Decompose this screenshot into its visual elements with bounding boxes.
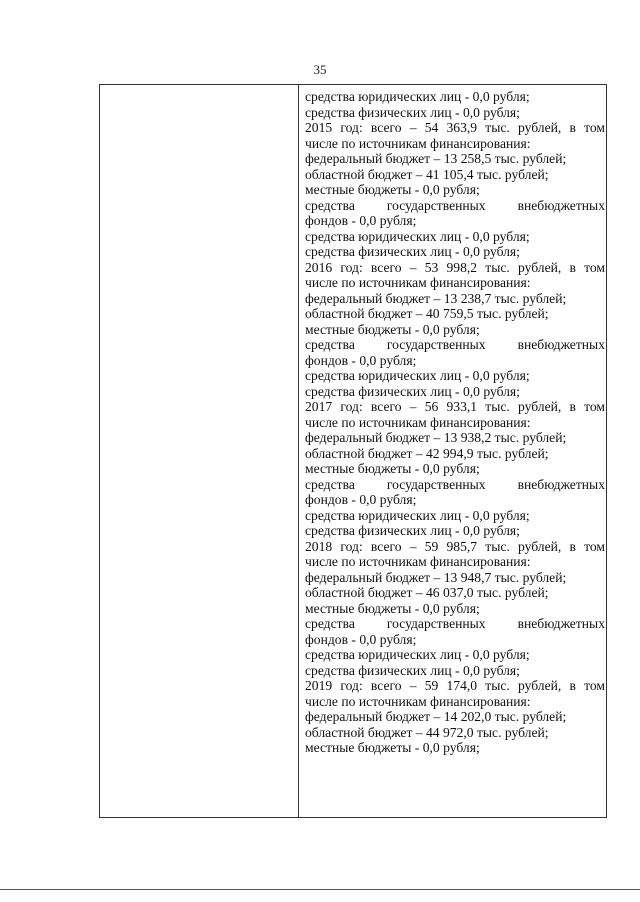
funding-line: средства государственных внебюджетных: [305, 616, 605, 631]
funding-line: областной бюджет – 46 037,0 тыс. рублей;: [305, 585, 549, 600]
page-number: 35: [313, 62, 327, 77]
funding-line: областной бюджет – 42 994,9 тыс. рублей;: [305, 445, 549, 461]
funding-line: числе по источникам финансирования:: [305, 135, 531, 151]
funding-line: 2017 год: всего – 56 933,1 тыс. рублей, в том: [305, 399, 605, 414]
funding-line: местные бюджеты - 0,0 рубля;: [305, 182, 480, 197]
funding-line: средства государственных внебюджетных: [305, 476, 605, 492]
funding-line: средства юридических лиц - 0,0 рубля;: [305, 507, 530, 523]
funding-line: фондов - 0,0 рубля;: [305, 213, 417, 228]
funding-text-cell: [305, 89, 605, 756]
funding-line: числе по источникам финансирования:: [305, 554, 531, 569]
funding-line: средства юридических лиц - 0,0 рубля;: [305, 368, 530, 383]
funding-line: фондов - 0,0 рубля;: [305, 352, 417, 368]
funding-line: средства физических лиц - 0,0 рубля;: [305, 244, 520, 259]
funding-line: областной бюджет – 44 972,0 тыс. рублей;: [305, 724, 549, 740]
funding-line: средства физических лиц - 0,0 рубля;: [305, 662, 520, 678]
funding-line: фондов - 0,0 рубля;: [305, 492, 417, 507]
funding-line: федеральный бюджет – 13 938,2 тыс. рублей;: [305, 430, 567, 445]
funding-line: областной бюджет – 41 105,4 тыс. рублей;: [305, 166, 549, 182]
funding-line: местные бюджеты - 0,0 рубля;: [305, 600, 480, 616]
funding-line: областной бюджет – 40 759,5 тыс. рублей;: [305, 306, 549, 321]
funding-line: средства юридических лиц - 0,0 рубля;: [305, 647, 530, 662]
funding-line: 2019 год: всего – 59 174,0 тыс. рублей, в том: [305, 678, 605, 693]
funding-line: средства государственных внебюджетных: [305, 197, 605, 213]
funding-line: местные бюджеты - 0,0 рубля;: [305, 321, 480, 337]
funding-line: местные бюджеты - 0,0 рубля;: [305, 740, 480, 755]
funding-line: местные бюджеты - 0,0 рубля;: [305, 461, 480, 476]
funding-line: числе по источникам финансирования:: [305, 275, 531, 290]
funding-line: 2015 год: всего – 54 363,9 тыс. рублей, в том: [305, 120, 605, 135]
funding-line: федеральный бюджет – 13 238,7 тыс. рублей;: [305, 290, 567, 306]
funding-line: 2016 год: всего – 53 998,2 тыс. рублей, в том: [305, 259, 605, 275]
page-bottom-rule: [0, 889, 640, 890]
funding-line: числе по источникам финансирования:: [305, 693, 531, 709]
funding-line: средства физических лиц - 0,0 рубля;: [305, 383, 520, 399]
funding-line: средства юридических лиц - 0,0 рубля;: [305, 89, 530, 104]
funding-line: федеральный бюджет – 14 202,0 тыс. рублей;: [305, 709, 567, 724]
funding-line: средства физических лиц - 0,0 рубля;: [305, 104, 520, 120]
funding-line: числе по источникам финансирования:: [305, 414, 531, 430]
funding-table: [99, 84, 607, 818]
column-divider: [298, 85, 299, 817]
funding-line: средства физических лиц - 0,0 рубля;: [305, 523, 520, 538]
funding-line: фондов - 0,0 рубля;: [305, 631, 417, 647]
funding-line: федеральный бюджет – 13 948,7 тыс. рублей;: [305, 569, 567, 585]
funding-line: федеральный бюджет – 13 258,5 тыс. рублей;: [305, 151, 567, 166]
funding-line: 2018 год: всего – 59 985,7 тыс. рублей, в том: [305, 538, 605, 554]
funding-line: средства государственных внебюджетных: [305, 337, 605, 352]
funding-line: средства юридических лиц - 0,0 рубля;: [305, 228, 530, 244]
